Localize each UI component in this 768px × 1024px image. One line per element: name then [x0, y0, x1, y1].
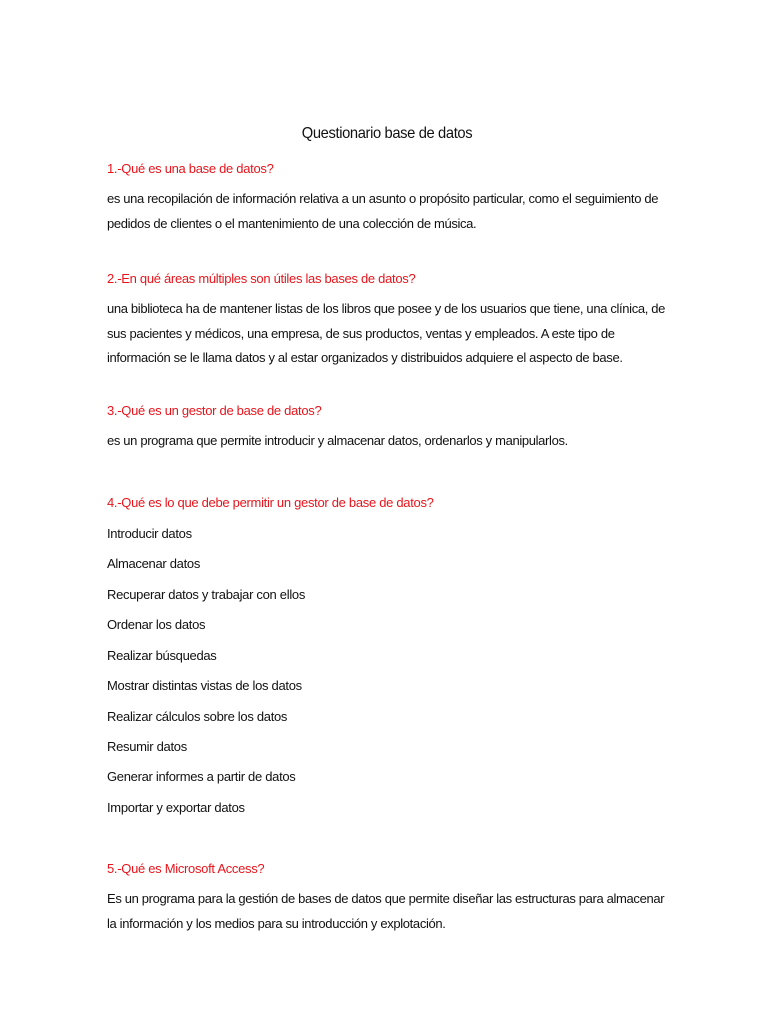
list-item: Introducir datos	[107, 526, 192, 541]
question-3: 3.-Qué es un gestor de base de datos?	[107, 403, 322, 418]
list-item: Resumir datos	[107, 739, 187, 754]
answer-1: es una recopilación de información relativa a un asunto o propósito particular, como el seguimiento de pedidos de clientes o el mantenimiento de una colección de música.	[107, 191, 659, 231]
document-title: Questionario base de datos	[301, 125, 473, 142]
list-item: Ordenar los datos	[107, 617, 206, 632]
question-1: 1.-Qué es una base de datos?	[107, 161, 274, 176]
question-5: 5.-Qué es Microsoft Access?	[107, 861, 265, 876]
list-item: Realizar búsquedas	[107, 648, 217, 663]
question-2: 2.-En qué áreas múltiples son útiles las bases de datos?	[107, 271, 416, 286]
answer-2: una biblioteca ha de mantener listas de los libros que posee y de los usuarios que tiene, una clínica, de sus pacientes y médicos, una empresa, de sus productos, ventas y empleados. A este tipo de información se le llama datos y al estar organizados y distribuidos adquiere el aspecto de base.	[107, 301, 666, 365]
list-item: Recuperar datos y trabajar con ellos	[107, 587, 306, 602]
list-item: Mostrar distintas vistas de los datos	[107, 678, 302, 693]
list-item: Generar informes a partir de datos	[107, 769, 296, 784]
question-4: 4.-Qué es lo que debe permitir un gestor de base de datos?	[107, 495, 434, 510]
list-item: Realizar cálculos sobre los datos	[107, 709, 288, 724]
answer-3: es un programa que permite introducir y almacenar datos, ordenarlos y manipularlos.	[107, 433, 568, 448]
list-item: Importar y exportar datos	[107, 800, 245, 815]
answer-5: Es un programa para la gestión de bases de datos que permite diseñar las estructuras para almacenar la información y los medios para su introducción y explotación.	[107, 891, 665, 931]
list-item: Almacenar datos	[107, 556, 201, 571]
